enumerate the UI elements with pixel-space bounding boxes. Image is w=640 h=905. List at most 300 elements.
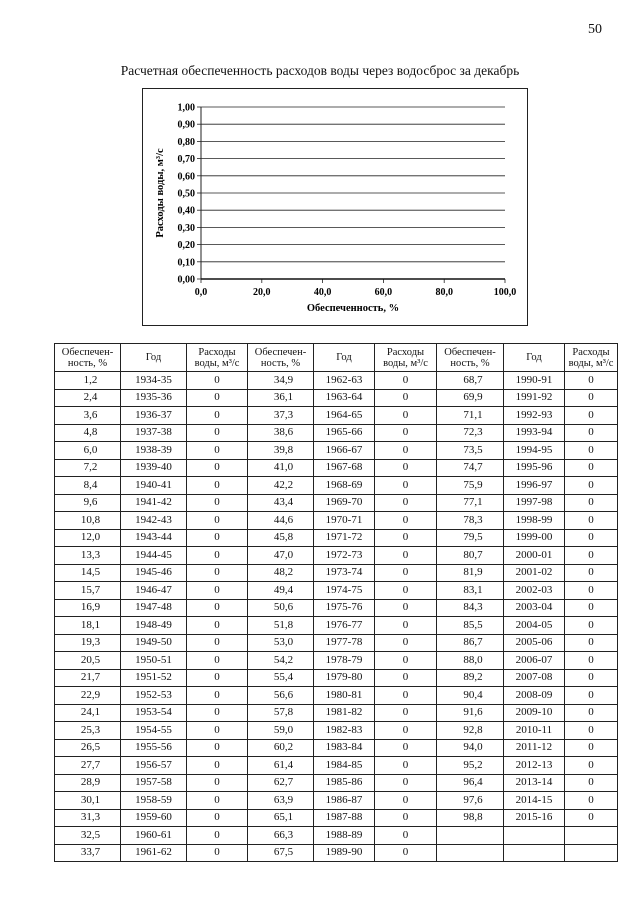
y-tick-label: 0,20 [177,240,195,252]
table-cell: 0 [187,599,248,617]
column-header: Обеспечен-ность, % [437,344,504,372]
table-cell: 1981-82 [314,704,375,722]
table-row [55,372,618,390]
chart [143,89,529,327]
table-row [55,652,618,670]
column-header: Год [121,344,187,372]
y-tick-label: 1,00 [177,102,195,114]
table-cell: 0 [565,792,618,810]
table-cell: 1934-35 [121,372,187,390]
table-cell: 1944-45 [121,547,187,565]
table-cell [504,827,565,845]
table-cell: 1993-94 [504,424,565,442]
table-cell: 0 [565,389,618,407]
table-cell: 0 [375,634,437,652]
table-cell: 53,0 [248,634,314,652]
column-header: Расходы воды, м³/с [375,344,437,372]
table-cell: 32,5 [55,827,121,845]
table-row [55,774,618,792]
table-cell: 1959-60 [121,809,187,827]
table-cell: 1970-71 [314,512,375,530]
table-cell: 85,5 [437,617,504,635]
table-cell: 0 [565,617,618,635]
table-row [55,704,618,722]
table-cell: 66,3 [248,827,314,845]
table-cell: 0 [187,424,248,442]
table-cell: 0 [375,617,437,635]
table-cell: 2011-12 [504,739,565,757]
table-cell: 24,1 [55,704,121,722]
table-cell: 0 [375,809,437,827]
table-cell: 1977-78 [314,634,375,652]
table-cell: 1939-40 [121,459,187,477]
table-cell: 30,1 [55,792,121,810]
y-tick-label: 0,90 [177,119,195,131]
table-cell: 1989-90 [314,844,375,862]
table-cell: 0 [565,547,618,565]
table-cell: 1978-79 [314,652,375,670]
table-cell: 1947-48 [121,599,187,617]
table-cell: 0 [375,424,437,442]
table-cell: 0 [375,477,437,495]
table-cell: 1953-54 [121,704,187,722]
table-cell: 2015-16 [504,809,565,827]
x-tick-label: 80,0 [435,287,453,298]
table-cell: 1954-55 [121,722,187,740]
table-row [55,494,618,512]
table-cell: 0 [565,477,618,495]
table-cell: 1938-39 [121,442,187,460]
table-cell: 0 [187,564,248,582]
table-cell: 0 [187,792,248,810]
column-header: Обеспечен-ность, % [248,344,314,372]
table-cell: 1943-44 [121,529,187,547]
table-cell: 1972-73 [314,547,375,565]
x-tick-label: 20,0 [253,287,271,298]
table-cell: 1960-61 [121,827,187,845]
table-cell: 0 [375,792,437,810]
table-cell: 0 [187,704,248,722]
table-cell: 51,8 [248,617,314,635]
table-cell: 62,7 [248,774,314,792]
table-cell: 1961-62 [121,844,187,862]
table-cell: 1955-56 [121,739,187,757]
table-cell: 90,4 [437,687,504,705]
table-cell: 15,7 [55,582,121,600]
table-cell: 1958-59 [121,792,187,810]
table-cell: 0 [187,722,248,740]
table-cell: 0 [375,757,437,775]
table-row [55,844,618,862]
table-row [55,407,618,425]
table-cell: 2005-06 [504,634,565,652]
table-cell: 1987-88 [314,809,375,827]
table-cell: 1980-81 [314,687,375,705]
table-cell: 0 [565,582,618,600]
table-cell [565,827,618,845]
x-tick-label: 100,0 [493,287,517,298]
table-cell: 12,0 [55,529,121,547]
table-cell: 0 [375,372,437,390]
table-cell: 37,3 [248,407,314,425]
table-cell: 97,6 [437,792,504,810]
table-cell: 1956-57 [121,757,187,775]
table-cell: 1962-63 [314,372,375,390]
table-cell: 0 [187,687,248,705]
table-cell: 0 [187,459,248,477]
table-cell: 6,0 [55,442,121,460]
table-cell: 83,1 [437,582,504,600]
table-cell: 1984-85 [314,757,375,775]
table-cell: 0 [375,407,437,425]
table-cell: 43,4 [248,494,314,512]
column-header: Год [504,344,565,372]
column-header: Год [314,344,375,372]
table-cell: 36,1 [248,389,314,407]
y-tick-label: 0,30 [177,222,195,234]
table-cell: 1979-80 [314,669,375,687]
table-cell: 1990-91 [504,372,565,390]
table-cell: 61,4 [248,757,314,775]
chart-title: Расчетная обеспеченность расходов воды через водосброс за декабрь [120,63,520,78]
table-cell: 0 [375,774,437,792]
table-row [55,722,618,740]
table-row [55,459,618,477]
table-cell: 1976-77 [314,617,375,635]
table-cell: 0 [187,757,248,775]
table-row [55,827,618,845]
table-cell: 13,3 [55,547,121,565]
table-cell: 8,4 [55,477,121,495]
table-cell: 25,3 [55,722,121,740]
table-cell [437,827,504,845]
table-cell: 1991-92 [504,389,565,407]
y-axis-label: Расходы воды, м³/с [155,148,166,238]
table-cell: 0 [375,442,437,460]
table-cell: 0 [565,424,618,442]
table-cell: 2001-02 [504,564,565,582]
table-cell: 0 [375,389,437,407]
table-cell: 1968-69 [314,477,375,495]
table-cell: 94,0 [437,739,504,757]
table-cell: 1935-36 [121,389,187,407]
table-cell: 0 [375,512,437,530]
table-cell: 2004-05 [504,617,565,635]
table-cell: 1948-49 [121,617,187,635]
table-cell: 1975-76 [314,599,375,617]
table-row [55,792,618,810]
table-cell: 84,3 [437,599,504,617]
table-cell: 31,3 [55,809,121,827]
table-cell: 0 [187,407,248,425]
table-cell: 0 [565,459,618,477]
table-cell: 98,8 [437,809,504,827]
table-cell: 2013-14 [504,774,565,792]
table-cell: 1965-66 [314,424,375,442]
table-cell: 1941-42 [121,494,187,512]
table-cell: 0 [565,407,618,425]
table-cell: 1963-64 [314,389,375,407]
table-cell: 20,5 [55,652,121,670]
table-cell: 0 [375,844,437,862]
y-tick-label: 0,60 [177,171,195,183]
table-cell: 75,9 [437,477,504,495]
table-cell: 0 [187,617,248,635]
table-cell: 0 [375,739,437,757]
y-tick-label: 0,10 [177,257,195,269]
table-cell: 0 [187,652,248,670]
table-cell: 0 [187,669,248,687]
table-cell: 41,0 [248,459,314,477]
table-cell: 21,7 [55,669,121,687]
table-cell: 54,2 [248,652,314,670]
table-cell: 0 [187,844,248,862]
table-cell: 0 [565,529,618,547]
table-cell: 9,6 [55,494,121,512]
table-cell: 0 [565,652,618,670]
table-cell: 1967-68 [314,459,375,477]
table-cell: 0 [187,739,248,757]
table-cell: 1945-46 [121,564,187,582]
table-row [55,564,618,582]
table-cell: 0 [565,757,618,775]
table-cell: 0 [187,774,248,792]
table-cell: 1983-84 [314,739,375,757]
table-row [55,442,618,460]
table-cell: 1950-51 [121,652,187,670]
table-cell: 0 [565,809,618,827]
table-cell: 1988-89 [314,827,375,845]
table-row [55,599,618,617]
table-cell: 1964-65 [314,407,375,425]
table-cell: 2000-01 [504,547,565,565]
y-tick-label: 0,40 [177,205,195,217]
table-cell: 1996-97 [504,477,565,495]
table-cell: 2008-09 [504,687,565,705]
y-tick-label: 0,80 [177,136,195,148]
table-cell: 39,8 [248,442,314,460]
x-tick-label: 40,0 [313,287,332,298]
table-cell: 0 [375,494,437,512]
y-tick-label: 0,70 [177,154,195,166]
table-cell: 0 [565,669,618,687]
table-row [55,389,618,407]
table-cell [437,844,504,862]
table-cell: 0 [565,512,618,530]
table-cell: 2006-07 [504,652,565,670]
table-cell: 78,3 [437,512,504,530]
table-row [55,669,618,687]
table-cell: 88,0 [437,652,504,670]
table-cell: 63,9 [248,792,314,810]
table-cell: 1949-50 [121,634,187,652]
table-cell: 27,7 [55,757,121,775]
table-cell: 96,4 [437,774,504,792]
column-header: Расходы воды, м³/с [565,344,618,372]
table-cell: 49,4 [248,582,314,600]
table-cell: 0 [375,599,437,617]
table-row [55,582,618,600]
table-row [55,477,618,495]
table-cell: 77,1 [437,494,504,512]
table-cell: 50,6 [248,599,314,617]
table-cell: 1966-67 [314,442,375,460]
table-body [55,372,618,862]
table-cell: 0 [565,739,618,757]
table-cell: 0 [187,477,248,495]
table-cell: 19,3 [55,634,121,652]
y-tick-label: 0,50 [177,188,195,200]
x-tick-label: 0,0 [194,287,208,298]
table-cell: 56,6 [248,687,314,705]
table-cell: 1940-41 [121,477,187,495]
table-cell: 0 [375,722,437,740]
table-cell: 7,2 [55,459,121,477]
y-tick-label: 0,00 [177,274,195,286]
table-row [55,757,618,775]
table-cell: 1998-99 [504,512,565,530]
table-cell: 89,2 [437,669,504,687]
table-cell [504,844,565,862]
table-cell: 69,9 [437,389,504,407]
page-number: 50 [588,22,602,37]
table-cell: 1999-00 [504,529,565,547]
table-cell: 57,8 [248,704,314,722]
table-cell: 2,4 [55,389,121,407]
table-cell: 28,9 [55,774,121,792]
table-cell: 0 [565,494,618,512]
table-cell: 0 [565,599,618,617]
table-cell: 10,8 [55,512,121,530]
table-cell: 1969-70 [314,494,375,512]
table-cell: 1985-86 [314,774,375,792]
table-row [55,424,618,442]
table-cell: 4,8 [55,424,121,442]
table-cell: 0 [187,372,248,390]
table-cell: 0 [375,529,437,547]
table-cell: 1951-52 [121,669,187,687]
table-cell: 0 [375,547,437,565]
table-cell: 0 [187,582,248,600]
chart-frame [142,88,528,326]
table-cell: 0 [375,582,437,600]
table-cell: 0 [375,687,437,705]
table-row [55,512,618,530]
table-cell: 42,2 [248,477,314,495]
table-cell: 1995-96 [504,459,565,477]
table-cell: 92,8 [437,722,504,740]
table-row [55,687,618,705]
table-cell: 34,9 [248,372,314,390]
table-cell: 1952-53 [121,687,187,705]
table-cell: 0 [565,442,618,460]
table-cell: 38,6 [248,424,314,442]
table-cell: 55,4 [248,669,314,687]
table-row [55,809,618,827]
table-row [55,547,618,565]
table-cell: 1942-43 [121,512,187,530]
table-cell: 68,7 [437,372,504,390]
table-cell: 2014-15 [504,792,565,810]
table-cell: 2007-08 [504,669,565,687]
table-cell: 79,5 [437,529,504,547]
table-cell: 65,1 [248,809,314,827]
table-cell: 95,2 [437,757,504,775]
table-cell: 16,9 [55,599,121,617]
table-cell: 0 [375,827,437,845]
table-cell: 1946-47 [121,582,187,600]
table-cell: 1,2 [55,372,121,390]
table-cell: 1973-74 [314,564,375,582]
table-cell: 0 [187,442,248,460]
table-cell: 2010-11 [504,722,565,740]
table-cell: 1974-75 [314,582,375,600]
table-header-row [55,344,618,372]
table-cell: 1957-58 [121,774,187,792]
table-cell: 0 [565,774,618,792]
table-cell: 0 [375,704,437,722]
table-cell: 60,2 [248,739,314,757]
table-cell: 1971-72 [314,529,375,547]
table-cell: 71,1 [437,407,504,425]
table-cell: 2009-10 [504,704,565,722]
table-row [55,634,618,652]
table-cell: 0 [565,687,618,705]
table-cell: 3,6 [55,407,121,425]
table-row [55,529,618,547]
table-cell: 0 [187,389,248,407]
table-cell: 2002-03 [504,582,565,600]
table-cell: 47,0 [248,547,314,565]
table-cell: 0 [187,547,248,565]
table-cell: 1997-98 [504,494,565,512]
table-cell: 0 [565,564,618,582]
table-cell: 59,0 [248,722,314,740]
table-cell: 1937-38 [121,424,187,442]
table-cell: 0 [375,652,437,670]
table-cell [565,844,618,862]
table-cell: 14,5 [55,564,121,582]
table-cell: 1994-95 [504,442,565,460]
x-tick-label: 60,0 [374,287,393,298]
table-cell: 0 [187,529,248,547]
table-cell: 0 [565,372,618,390]
table-cell: 0 [565,722,618,740]
data-table [54,343,618,862]
table-cell: 2012-13 [504,757,565,775]
table-cell: 48,2 [248,564,314,582]
table-cell: 1936-37 [121,407,187,425]
table-cell: 18,1 [55,617,121,635]
table-cell: 0 [187,494,248,512]
table-row [55,617,618,635]
table-cell: 0 [565,634,618,652]
column-header: Обеспечен-ность, % [55,344,121,372]
table-cell: 74,7 [437,459,504,477]
x-axis-label: Обеспеченность, % [306,303,400,314]
table-cell: 33,7 [55,844,121,862]
table-cell: 1982-83 [314,722,375,740]
table-cell: 22,9 [55,687,121,705]
table-cell: 0 [187,827,248,845]
table-cell: 44,6 [248,512,314,530]
table-cell: 0 [375,459,437,477]
table-cell: 0 [187,634,248,652]
table-cell: 26,5 [55,739,121,757]
table-cell: 1986-87 [314,792,375,810]
table-cell: 91,6 [437,704,504,722]
table-cell: 67,5 [248,844,314,862]
